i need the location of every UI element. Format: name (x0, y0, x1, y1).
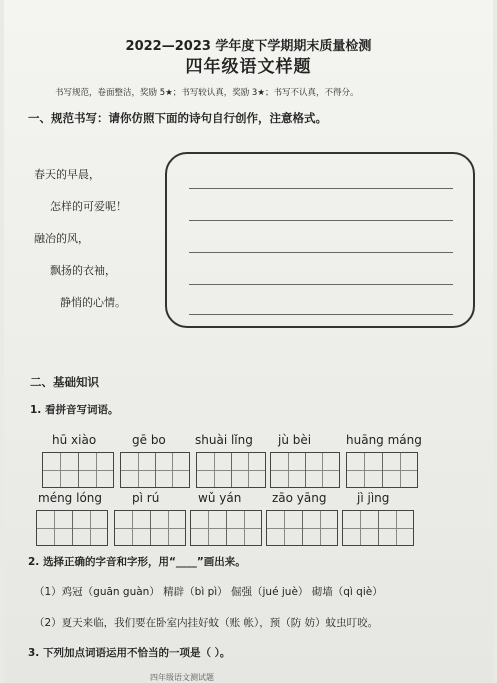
handwriting-note: 书写规范，卷面整洁，奖励 5★；书写较认真，奖励 3★；书写不认真，不得分。 (55, 88, 359, 98)
pinyin-3: shuài lǐng (195, 433, 253, 447)
char-grid[interactable] (196, 452, 266, 488)
question-3: 3. 下列加点词语运用不恰当的一项是（ ）。 (28, 647, 231, 659)
poem-line-3: 融冶的风， (34, 232, 89, 245)
page-footer: 四年级语文测试题 (150, 673, 214, 682)
char-grid[interactable] (266, 510, 338, 546)
exam-paper (4, 0, 493, 682)
writing-line[interactable] (189, 252, 453, 253)
char-grid[interactable] (36, 510, 108, 546)
poem-line-1: 春天的早晨， (34, 168, 100, 181)
pinyin-5: huāng máng (346, 433, 422, 447)
pinyin-6: méng lóng (38, 491, 103, 505)
writing-line[interactable] (189, 188, 453, 189)
pinyin-9: zāo yāng (272, 491, 327, 505)
exam-title: 2022—2023 学年度下学期期末质量检测 (125, 39, 372, 54)
writing-box[interactable] (165, 152, 475, 328)
question-1: 1. 看拼音写词语。 (30, 404, 119, 416)
section2-heading: 二、基础知识 (30, 375, 99, 389)
pinyin-1: hū xiào (52, 433, 97, 447)
question-2: 2. 选择正确的字音和字形，用“____”画出来。 (28, 556, 246, 568)
poem-line-4: 飘扬的衣袖， (50, 264, 116, 277)
char-grid[interactable] (346, 452, 418, 488)
poem-line-2: 怎样的可爱呢！ (50, 200, 127, 213)
char-grid[interactable] (342, 510, 414, 546)
question-2-2: （2）夏天来临，我们要在卧室内挂好蚊（账 帐），预（防 妨）蚊虫叮咬。 (34, 617, 379, 629)
char-grid[interactable] (190, 510, 262, 546)
pinyin-10: jì jìng (357, 491, 390, 505)
char-grid[interactable] (114, 510, 186, 546)
char-grid[interactable] (42, 452, 114, 488)
pinyin-4: jù bèi (278, 433, 312, 447)
poem-line-5: 静悄的心情。 (60, 296, 126, 309)
writing-line[interactable] (189, 220, 453, 221)
exam-subtitle: 四年级语文样题 (185, 57, 312, 77)
question-2-1: （1）鸡冠（guān guàn） 精辟（bì pì） 倔强（jué juè） 砌墙（qì qiè） (34, 586, 383, 598)
pinyin-7: pì rú (132, 491, 160, 505)
writing-line[interactable] (189, 314, 453, 315)
pinyin-2: gē bo (132, 433, 166, 447)
section1-heading: 一、规范书写：请你仿照下面的诗句自行创作，注意格式。 (28, 111, 327, 125)
writing-line[interactable] (189, 284, 453, 285)
pinyin-8: wǔ yán (198, 491, 242, 505)
char-grid[interactable] (270, 452, 340, 488)
char-grid[interactable] (120, 452, 190, 488)
